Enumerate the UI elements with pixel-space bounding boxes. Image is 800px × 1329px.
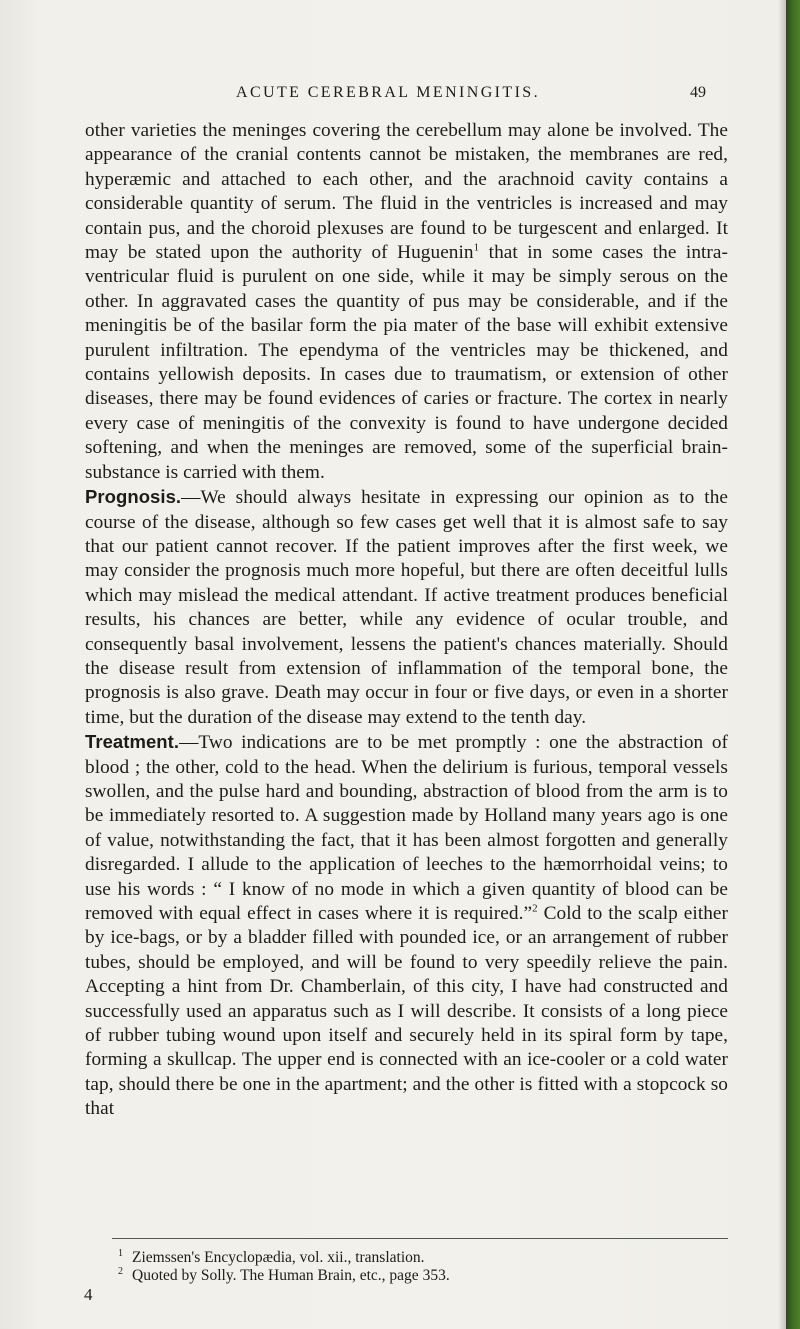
paragraph-pathology — [85, 119, 728, 485]
page-number: 49 — [690, 84, 706, 101]
footnote-ref-2[interactable]: 2 — [532, 902, 538, 915]
treatment-text: —Two indications are to be met promptly : one the abstraction of blood ; the other, cold to the head. When the delirium is furious, temporal vessels swollen, and the pulse hard and bounding, abstraction of blood from the arm is to be immediately resorted to. A suggestion made by Holland many years ago is one of value, notwithstanding the fact, that it has been almost forgotten and generally disregarded. I allude to the application of leeches to the hæmorrhoidal veins; to use his words : “ I know of no mode in which a given quantity of blood can be removed with equal effect in cases where it is required.” — [85, 732, 728, 924]
prognosis-heading: Prognosis. — [85, 486, 182, 508]
pathology-text: other varieties the meninges covering the cerebellum may alone be involved. The appearance of the cranial contents cannot be mistaken, the membranes are red, hyperæmic and attached to each other, and the arachnoid cavity contains a considerable quantity of serum. The fluid in the ventricles is increased and may contain pus, and the choroid plexuses are found to be turgescent and enlarged. It may be stated upon the authority of Huguenin — [85, 120, 728, 264]
running-head-title: ACUTE CEREBRAL MENINGITIS. — [235, 84, 541, 101]
paragraph-prognosis — [85, 485, 728, 730]
running-head — [0, 84, 780, 108]
footnote-number: 2 — [118, 1266, 123, 1277]
treatment-heading: Treatment. — [85, 731, 180, 753]
footnote-2 — [112, 1267, 732, 1285]
prognosis-text: —We should always hesitate in expressing our opinion as to the course of the disease, although so few cases get well that it is almost safe to say that our patient cannot recover. If the patient improves after the first week, we may consider the prognosis much more hopeful, but there are often deceitful lulls which may mislead the medical attendant. If active treatment produces beneficial results, his chances are better, while any evidence of ocular trouble, and consequently basal involvement, lessens the patient's chances materially. Should the disease result from extension of inflammation of the temporal bone, the prognosis is also grave. Death may occur in four or five days, or even in a shorter time, but the duration of the disease may extend to the tenth day. — [85, 487, 728, 728]
footnote-number: 1 — [118, 1248, 123, 1259]
footnotes — [112, 1249, 732, 1285]
footnote-text: Ziemssen's Encyclopædia, vol. xii., translation. — [132, 1249, 425, 1266]
book-edge — [786, 0, 800, 1329]
footnote-rule — [112, 1238, 728, 1239]
treatment-text-cont: Cold to the scalp either by ice-bags, or by a bladder filled with pounded ice, or an arrangement of rubber tubes, should be employed, and will be found to very speedily relieve the pain. Accepting a hint from Dr. Chamberlain, of this city, I have had constructed and successfully used an apparatus such as I will describe. It consists of a long piece of rubber tubing wound upon itself and securely held in its spiral form by tape, forming a skullcap. The upper end is connected with an ice-cooler or a cold water tap, should there be one in the apartment; and the other is fitted with a stopcock so that — [85, 903, 728, 1120]
footnote-text: Quoted by Solly. The Human Brain, etc., page 353. — [132, 1267, 450, 1284]
page-edge-shadow — [778, 0, 786, 1329]
footnote-ref-1[interactable]: 1 — [473, 241, 480, 254]
body-text — [85, 119, 728, 1122]
pathology-text-cont: that in some cases the intra-ventricular fluid is purulent on one side, while it may be simply serous on the other. In aggravated cases the quantity of pus may be considerable, and if the meningitis be of the basilar form the pia mater of the base will exhibit extensive purulent infiltration. The ependyma of the ventricles may be thickened, and contains yellowish deposits. In cases due to traumatism, or extension of other diseases, there may be found evidences of caries or fracture. The cortex in nearly every case of meningitis of the convexity is found to have undergone decided softening, and when the meninges are removed, some of the superficial brain-substance is carried with them. — [85, 242, 728, 483]
signature-mark: 4 — [84, 1285, 93, 1304]
paragraph-treatment — [85, 730, 728, 1122]
footnote-1 — [112, 1249, 732, 1267]
